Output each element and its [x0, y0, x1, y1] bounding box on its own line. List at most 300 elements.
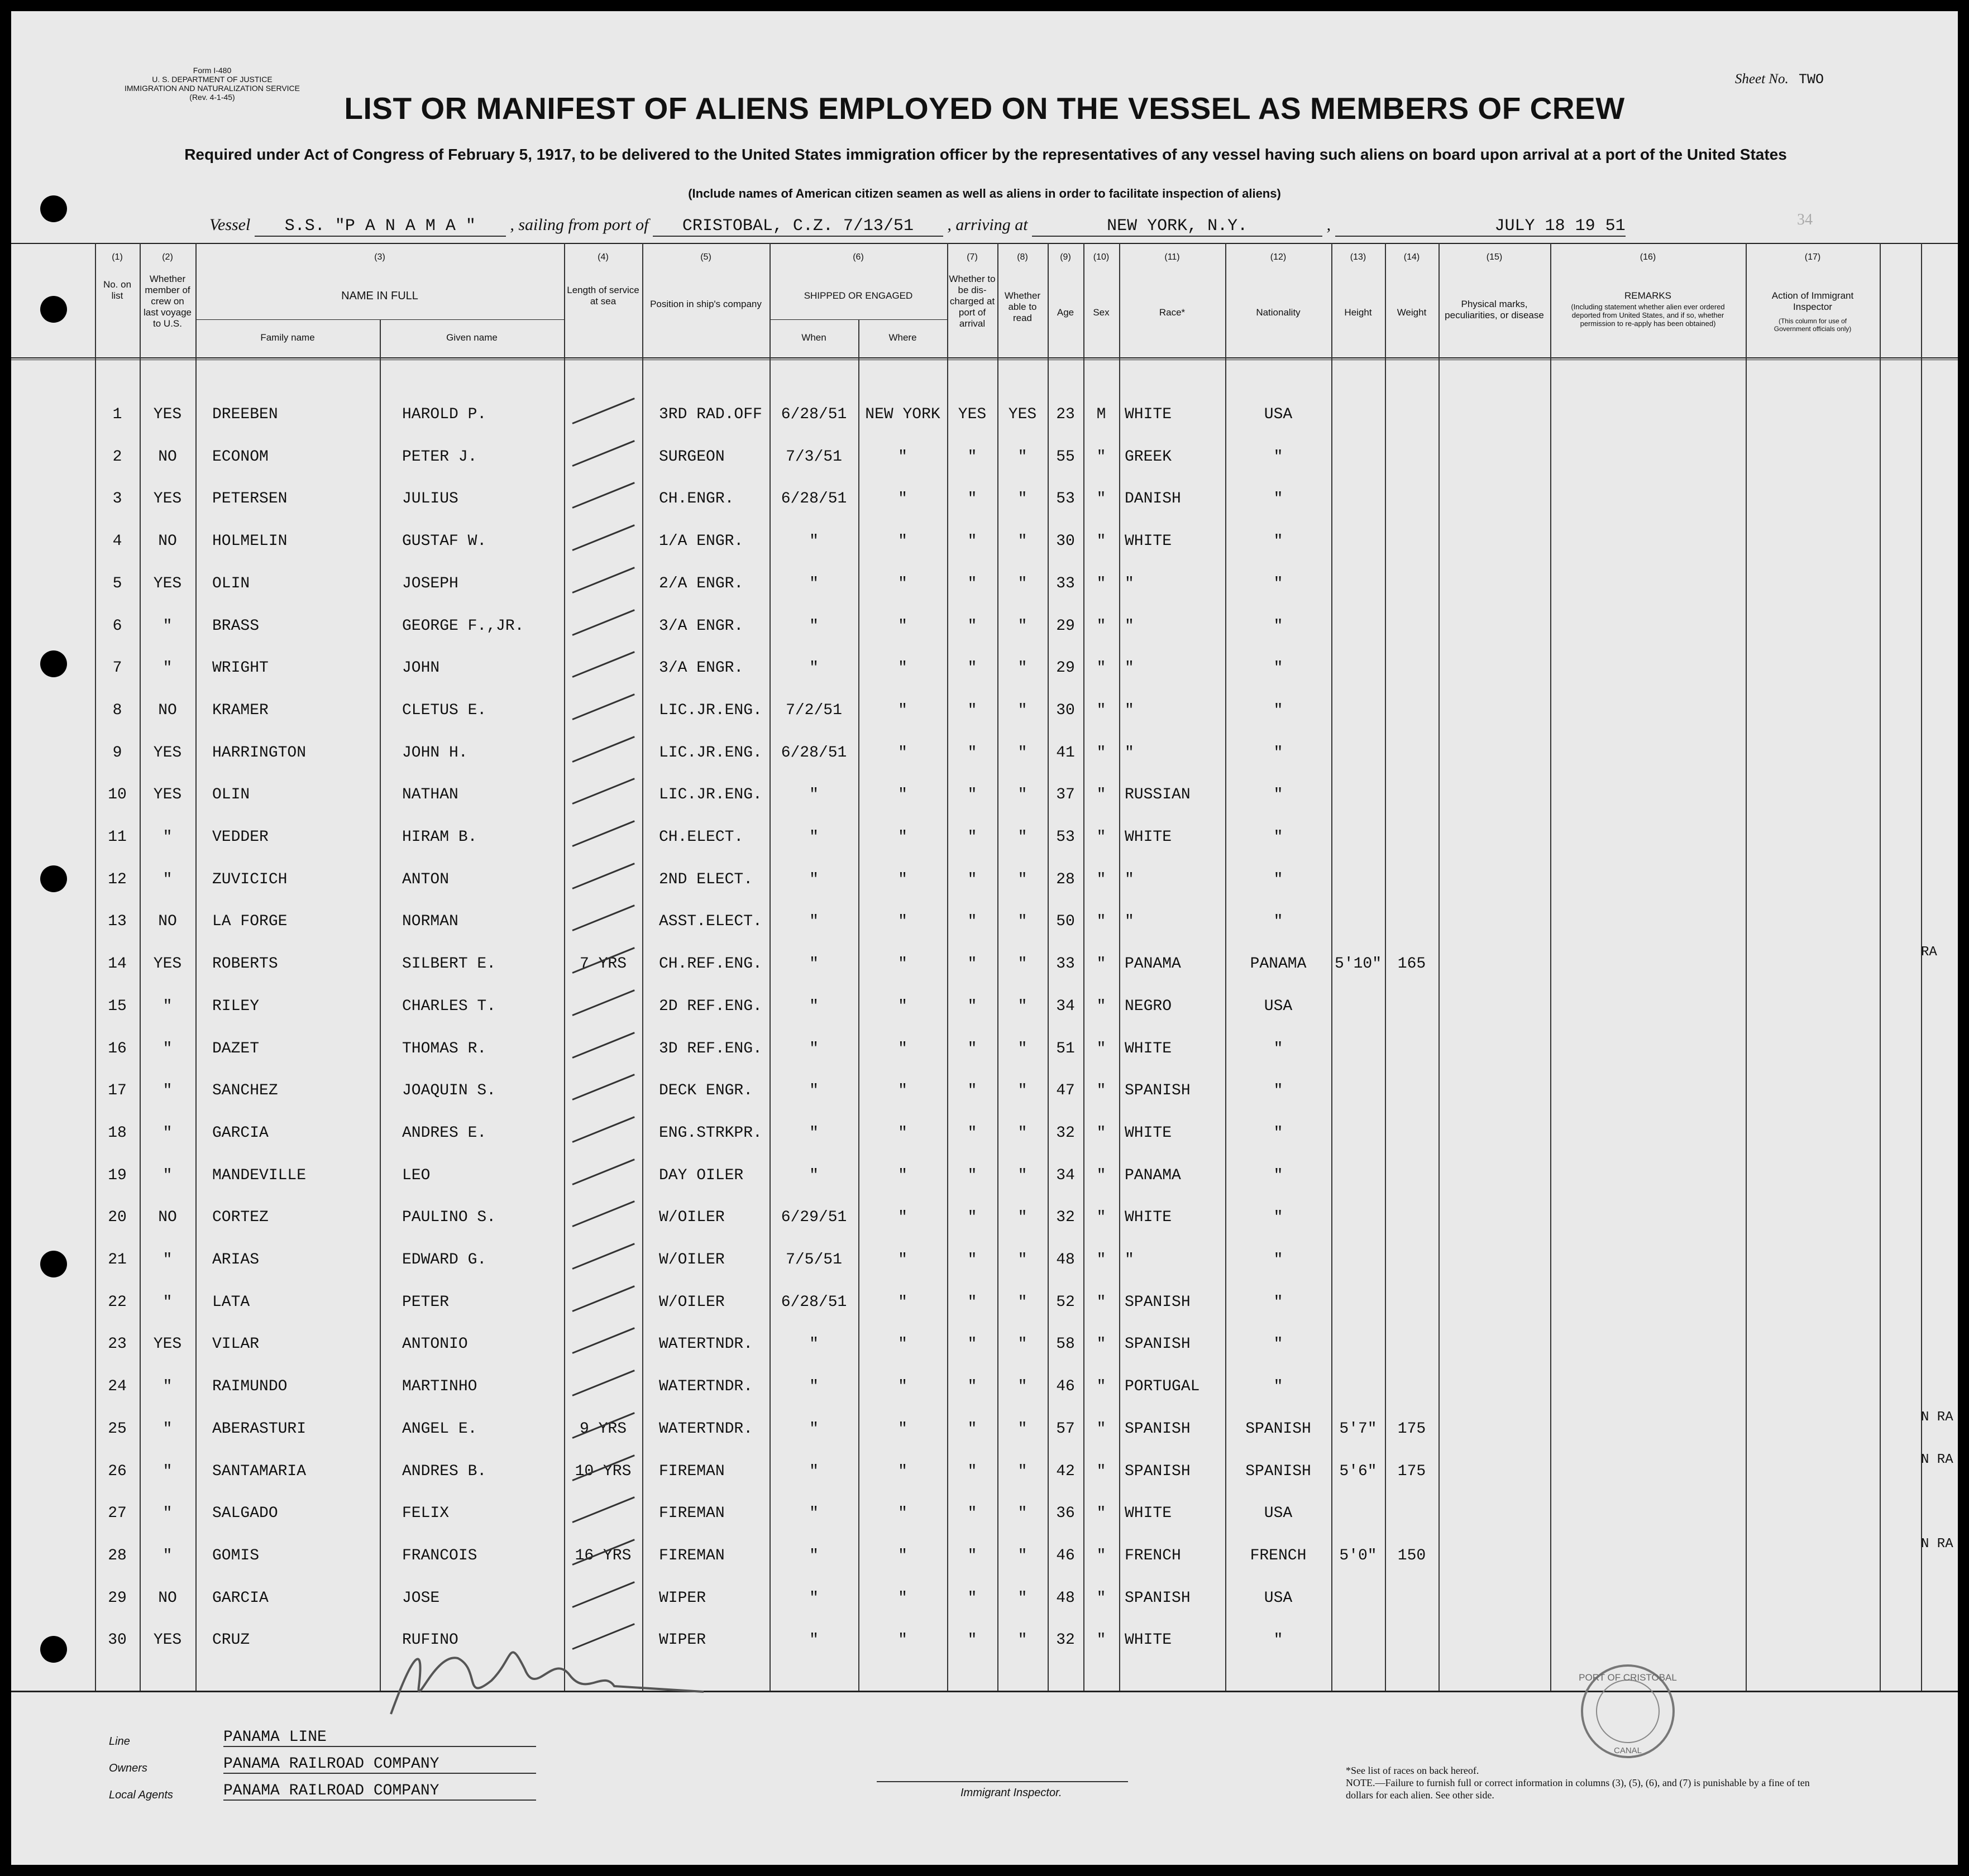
shipped-where: ": [898, 575, 907, 592]
given-name: PETER: [402, 1293, 450, 1311]
to-be-discharged: ": [967, 1251, 977, 1269]
family-name: CRUZ: [212, 1631, 250, 1649]
member-last-voyage: ": [163, 1251, 173, 1269]
length-of-service: 7 YRS: [579, 955, 627, 973]
able-to-read: ": [1017, 1166, 1027, 1184]
to-be-discharged: ": [967, 1166, 977, 1184]
nationality: ": [1273, 744, 1283, 762]
shipped-when: 7/5/51: [786, 1251, 842, 1269]
check-mark: [572, 1496, 634, 1523]
header-position: Position in ship's company: [650, 299, 762, 309]
able-to-read: ": [1017, 870, 1027, 888]
manifest-page: [11, 11, 1958, 1865]
race: SPANISH: [1125, 1462, 1191, 1480]
age: 48: [1056, 1589, 1075, 1607]
stamp-number: 34: [1797, 211, 1813, 228]
table-row: [11, 1155, 1958, 1196]
sex: M: [1096, 406, 1106, 423]
table-row: [11, 943, 1958, 984]
row-number: 25: [108, 1420, 127, 1438]
height: 5'10": [1334, 955, 1382, 973]
header-action: Action of Immigrant Inspector: [1771, 290, 1854, 312]
port-to: NEW YORK, N.Y.: [1032, 217, 1322, 237]
nationality: ": [1273, 1040, 1283, 1057]
shipped-where: ": [898, 1209, 907, 1227]
nationality: ": [1273, 617, 1283, 635]
age: 48: [1056, 1251, 1075, 1269]
nationality: ": [1273, 701, 1283, 719]
row-number: 8: [112, 701, 122, 719]
age: 37: [1056, 786, 1075, 804]
col-num: (4): [598, 252, 609, 262]
family-name: SANTAMARIA: [212, 1462, 307, 1480]
given-name: NATHAN: [402, 786, 458, 804]
sex: ": [1096, 786, 1106, 804]
age: 36: [1056, 1505, 1075, 1523]
binder-hole: [40, 296, 67, 323]
given-name: CHARLES T.: [402, 997, 496, 1015]
check-mark: [572, 567, 634, 594]
sex: ": [1096, 448, 1106, 466]
col-num: (9): [1060, 252, 1071, 262]
weight: 150: [1397, 1547, 1426, 1564]
race: WHITE: [1125, 1505, 1172, 1523]
line-value: PANAMA LINE: [223, 1729, 536, 1747]
shipped-when: ": [809, 829, 819, 846]
nationality: ": [1273, 1251, 1283, 1269]
shipped-where: ": [898, 913, 907, 931]
nationality: ": [1273, 1378, 1283, 1396]
nationality: ": [1273, 490, 1283, 508]
header-length: Length of service at sea: [567, 285, 639, 307]
row-number: 5: [112, 575, 122, 592]
header-given: Given name: [446, 332, 498, 343]
sex: ": [1096, 617, 1106, 635]
able-to-read: ": [1017, 701, 1027, 719]
to-be-discharged: ": [967, 829, 977, 846]
age: 55: [1056, 448, 1075, 466]
row-number: 16: [108, 1040, 127, 1057]
table-row: [11, 1577, 1958, 1619]
table-row: [11, 1366, 1958, 1407]
age: 41: [1056, 744, 1075, 762]
member-last-voyage: ": [163, 829, 173, 846]
age: 28: [1056, 870, 1075, 888]
age: 47: [1056, 1082, 1075, 1100]
stamp-text: PORT OF CRISTOBAL: [1579, 1672, 1677, 1683]
length-of-service: 16 YRS: [575, 1547, 632, 1564]
table-row: [11, 478, 1958, 519]
able-to-read: ": [1017, 1336, 1027, 1353]
nationality: ": [1273, 913, 1283, 931]
port-stamp: [1575, 1658, 1681, 1764]
nationality: ": [1273, 1166, 1283, 1184]
col-num: (12): [1270, 252, 1287, 262]
given-name: FELIX: [402, 1505, 450, 1523]
race: FRENCH: [1125, 1547, 1181, 1564]
age: 32: [1056, 1124, 1075, 1142]
sex: ": [1096, 997, 1106, 1015]
member-last-voyage: YES: [153, 744, 182, 762]
age: 53: [1056, 490, 1075, 508]
sex: ": [1096, 1420, 1106, 1438]
table-row: [11, 563, 1958, 604]
nationality: ": [1273, 575, 1283, 592]
sex: ": [1096, 1082, 1106, 1100]
table-row: [11, 1451, 1958, 1492]
age: 46: [1056, 1378, 1075, 1396]
check-mark: [572, 1243, 634, 1270]
table-row: [11, 394, 1958, 435]
nationality: ": [1273, 1124, 1283, 1142]
col-num: (11): [1164, 252, 1180, 262]
member-last-voyage: YES: [153, 1631, 182, 1649]
check-mark: [572, 1032, 634, 1059]
sex: ": [1096, 701, 1106, 719]
sex: ": [1096, 829, 1106, 846]
family-name: ZUVICICH: [212, 870, 288, 888]
inspector-signature: [369, 1619, 726, 1725]
given-name: ANDRES E.: [402, 1124, 487, 1142]
line-label: Line: [109, 1735, 130, 1748]
row-number: 4: [112, 533, 122, 551]
nationality: ": [1273, 533, 1283, 551]
position: 2D REF.ENG.: [659, 997, 762, 1015]
member-last-voyage: NO: [158, 1589, 177, 1607]
position: SURGEON: [659, 448, 725, 466]
member-last-voyage: ": [163, 1040, 173, 1057]
check-mark: [572, 989, 634, 1016]
row-number: 26: [108, 1462, 127, 1480]
shipped-when: ": [809, 1336, 819, 1353]
check-mark: [572, 1581, 634, 1608]
shipped-where: ": [898, 1589, 907, 1607]
row-number: 7: [112, 659, 122, 677]
able-to-read: ": [1017, 1040, 1027, 1057]
sheet-number: [1735, 71, 1824, 88]
able-to-read: ": [1017, 533, 1027, 551]
member-last-voyage: ": [163, 1547, 173, 1564]
position: DAY OILER: [659, 1166, 744, 1184]
shipped-where: NEW YORK: [865, 406, 940, 423]
family-name: OLIN: [212, 575, 250, 592]
able-to-read: ": [1017, 1251, 1027, 1269]
table-row: [11, 985, 1958, 1027]
shipped-when: ": [809, 786, 819, 804]
given-name: JOHN: [402, 659, 440, 677]
row-number: 23: [108, 1336, 127, 1353]
to-be-discharged: ": [967, 448, 977, 466]
given-name: JOHN H.: [402, 744, 468, 762]
check-mark: [572, 693, 634, 720]
race: ": [1125, 617, 1134, 635]
shipped-when: ": [809, 1124, 819, 1142]
nationality: ": [1273, 659, 1283, 677]
arriving-label: , arriving at: [947, 216, 1028, 234]
given-name: FRANCOIS: [402, 1547, 477, 1564]
age: 50: [1056, 913, 1075, 931]
check-mark: [572, 1328, 634, 1355]
given-name: JOAQUIN S.: [402, 1082, 496, 1100]
able-to-read: ": [1017, 575, 1027, 592]
table-row: [11, 647, 1958, 688]
sex: ": [1096, 870, 1106, 888]
owners-value: PANAMA RAILROAD COMPANY: [223, 1755, 536, 1774]
agents-label: Local Agents: [109, 1789, 173, 1801]
sailing-label: , sailing from port of: [510, 216, 649, 234]
race: SPANISH: [1125, 1336, 1191, 1353]
shipped-when: ": [809, 1547, 819, 1564]
check-mark: [572, 1370, 634, 1396]
shipped-where: ": [898, 1336, 907, 1353]
position: FIREMAN: [659, 1547, 725, 1564]
nationality: ": [1273, 1082, 1283, 1100]
header-weight: Weight: [1397, 307, 1427, 318]
check-mark: [572, 651, 634, 678]
shipped-when: 6/28/51: [781, 1293, 847, 1311]
shipped-where: ": [898, 1505, 907, 1523]
inspector-line: [877, 1781, 1128, 1782]
shipped-when: ": [809, 533, 819, 551]
row-number: 11: [108, 829, 127, 846]
able-to-read: YES: [1008, 406, 1037, 423]
length-of-service: 9 YRS: [579, 1420, 627, 1438]
member-last-voyage: ": [163, 1462, 173, 1480]
given-name: CLETUS E.: [402, 701, 487, 719]
check-mark: [572, 778, 634, 805]
shipped-when: ": [809, 955, 819, 973]
age: 52: [1056, 1293, 1075, 1311]
shipped-when: 6/28/51: [781, 406, 847, 423]
table-row: [11, 732, 1958, 773]
sex: ": [1096, 1547, 1106, 1564]
col-num: (3): [374, 252, 385, 262]
position: DECK ENGR.: [659, 1082, 753, 1100]
position: 3RD RAD.OFF: [659, 406, 762, 423]
family-name: GOMIS: [212, 1547, 260, 1564]
header-bottom-rule: [11, 357, 1958, 358]
to-be-discharged: ": [967, 1631, 977, 1649]
inspector-label: Immigrant Inspector.: [960, 1787, 1062, 1799]
table-row: [11, 901, 1958, 942]
member-last-voyage: ": [163, 1293, 173, 1311]
to-be-discharged: ": [967, 575, 977, 592]
header-action-note: (This column for use of Government officials only): [1774, 317, 1852, 333]
sex: ": [1096, 913, 1106, 931]
position: W/OILER: [659, 1209, 725, 1227]
check-mark: [572, 1159, 634, 1185]
row-number: 14: [108, 955, 127, 973]
race: WHITE: [1125, 1631, 1172, 1649]
check-mark: [572, 524, 634, 551]
races-note: *See list of races on back hereof.: [1346, 1765, 1479, 1776]
able-to-read: ": [1017, 1420, 1027, 1438]
sex: ": [1096, 1462, 1106, 1480]
able-to-read: ": [1017, 786, 1027, 804]
agents-value: PANAMA RAILROAD COMPANY: [223, 1782, 536, 1801]
to-be-discharged: ": [967, 1040, 977, 1057]
table-row: [11, 1197, 1958, 1238]
age: 34: [1056, 997, 1075, 1015]
shipped-where: ": [898, 1251, 907, 1269]
row-number: 22: [108, 1293, 127, 1311]
shipped-when: ": [809, 1378, 819, 1396]
height: 5'6": [1339, 1462, 1377, 1480]
shipped-where: ": [898, 533, 907, 551]
given-name: PETER J.: [402, 448, 477, 466]
able-to-read: ": [1017, 617, 1027, 635]
header-nationality: Nationality: [1256, 307, 1301, 318]
row-number: 18: [108, 1124, 127, 1142]
age: 29: [1056, 617, 1075, 635]
nationality: ": [1273, 786, 1283, 804]
owners-label: Owners: [109, 1762, 147, 1774]
to-be-discharged: ": [967, 1082, 977, 1100]
nationality: FRENCH: [1250, 1547, 1307, 1564]
family-name: PETERSEN: [212, 490, 288, 508]
row-number: 1: [112, 406, 122, 423]
shipped-when: ": [809, 870, 819, 888]
member-last-voyage: ": [163, 997, 173, 1015]
position: WATERTNDR.: [659, 1420, 753, 1438]
arrival-date: JULY 18 19 51: [1335, 217, 1626, 237]
age: 33: [1056, 955, 1075, 973]
row-number: 15: [108, 997, 127, 1015]
sex: ": [1096, 1209, 1106, 1227]
shipped-when: ": [809, 1166, 819, 1184]
family-name: BRASS: [212, 617, 260, 635]
given-name: GUSTAF W.: [402, 533, 487, 551]
to-be-discharged: ": [967, 1336, 977, 1353]
race: WHITE: [1125, 829, 1172, 846]
col-num: (8): [1017, 252, 1028, 262]
shipped-when: 7/3/51: [786, 448, 842, 466]
member-last-voyage: YES: [153, 1336, 182, 1353]
nationality: SPANISH: [1245, 1462, 1311, 1480]
row-number: 29: [108, 1589, 127, 1607]
table-row: [11, 1070, 1958, 1111]
age: 57: [1056, 1420, 1075, 1438]
shipped-when: 6/28/51: [781, 744, 847, 762]
to-be-discharged: ": [967, 1124, 977, 1142]
age: 29: [1056, 659, 1075, 677]
shipped-where: ": [898, 1462, 907, 1480]
member-last-voyage: NO: [158, 701, 177, 719]
family-name: VEDDER: [212, 829, 269, 846]
header-name: NAME IN FULL: [341, 290, 418, 302]
vessel-name: S.S. "P A N A M A ": [255, 217, 506, 237]
to-be-discharged: ": [967, 659, 977, 677]
shipped-when: ": [809, 1082, 819, 1100]
race: WHITE: [1125, 406, 1172, 423]
given-name: LEO: [402, 1166, 431, 1184]
row-number: 21: [108, 1251, 127, 1269]
to-be-discharged: ": [967, 744, 977, 762]
family-name: DREEBEN: [212, 406, 278, 423]
to-be-discharged: ": [967, 1462, 977, 1480]
inspector-action: N RA: [1921, 1452, 1953, 1467]
table-row: [11, 1408, 1958, 1449]
position: 3D REF.ENG.: [659, 1040, 762, 1057]
family-name: ARIAS: [212, 1251, 260, 1269]
header-member: Whether member of crew on last voyage to U.S.: [144, 274, 192, 329]
able-to-read: ": [1017, 1124, 1027, 1142]
member-last-voyage: ": [163, 1124, 173, 1142]
inspector-action: N RA: [1921, 1536, 1953, 1552]
col-num: (15): [1486, 252, 1503, 262]
check-mark: [572, 820, 634, 847]
shipped-where: ": [898, 786, 907, 804]
race: ": [1125, 659, 1134, 677]
age: 51: [1056, 1040, 1075, 1057]
race: WHITE: [1125, 533, 1172, 551]
race: WHITE: [1125, 1209, 1172, 1227]
sex: ": [1096, 955, 1106, 973]
sex: ": [1096, 1631, 1106, 1649]
able-to-read: ": [1017, 744, 1027, 762]
race: WHITE: [1125, 1040, 1172, 1057]
given-name: NORMAN: [402, 913, 458, 931]
able-to-read: ": [1017, 448, 1027, 466]
service: IMMIGRATION AND NATURALIZATION SERVICE: [125, 84, 300, 93]
family-name: ECONOM: [212, 448, 269, 466]
shipped-when: ": [809, 1589, 819, 1607]
table-row: [11, 520, 1958, 562]
col-num: (14): [1403, 252, 1420, 262]
shipped-when: ": [809, 1420, 819, 1438]
position: 2/A ENGR.: [659, 575, 744, 592]
col-num: (16): [1640, 252, 1656, 262]
to-be-discharged: ": [967, 786, 977, 804]
race: SPANISH: [1125, 1420, 1191, 1438]
race: RUSSIAN: [1125, 786, 1191, 804]
sex: ": [1096, 1040, 1106, 1057]
shipped-where: ": [898, 1082, 907, 1100]
length-of-service: 10 YRS: [575, 1462, 632, 1480]
race: SPANISH: [1125, 1293, 1191, 1311]
row-number: 17: [108, 1082, 127, 1100]
header-discharged: Whether to be dis-charged at port of arrival: [949, 274, 996, 329]
revision: (Rev. 4-1-45): [189, 93, 235, 102]
race: PORTUGAL: [1125, 1378, 1200, 1396]
header-age: Age: [1057, 307, 1074, 318]
sex: ": [1096, 490, 1106, 508]
able-to-read: ": [1017, 955, 1027, 973]
table-row: [11, 1492, 1958, 1534]
member-last-voyage: NO: [158, 913, 177, 931]
position: WATERTNDR.: [659, 1378, 753, 1396]
to-be-discharged: ": [967, 1378, 977, 1396]
able-to-read: ": [1017, 1293, 1027, 1311]
header-marks: Physical marks, peculiarities, or disease: [1445, 299, 1544, 320]
row-number: 12: [108, 870, 127, 888]
member-last-voyage: ": [163, 870, 173, 888]
nationality: PANAMA: [1250, 955, 1307, 973]
to-be-discharged: ": [967, 617, 977, 635]
sex: ": [1096, 1589, 1106, 1607]
able-to-read: ": [1017, 1378, 1027, 1396]
check-mark: [572, 1074, 634, 1100]
table-row: [11, 859, 1958, 900]
row-number: 2: [112, 448, 122, 466]
shipped-where: ": [898, 1124, 907, 1142]
shipped-when: ": [809, 1462, 819, 1480]
position: 1/A ENGR.: [659, 533, 744, 551]
shipped-where: ": [898, 744, 907, 762]
given-name: JULIUS: [402, 490, 458, 508]
row-number: 9: [112, 744, 122, 762]
position: CH.REF.ENG.: [659, 955, 762, 973]
